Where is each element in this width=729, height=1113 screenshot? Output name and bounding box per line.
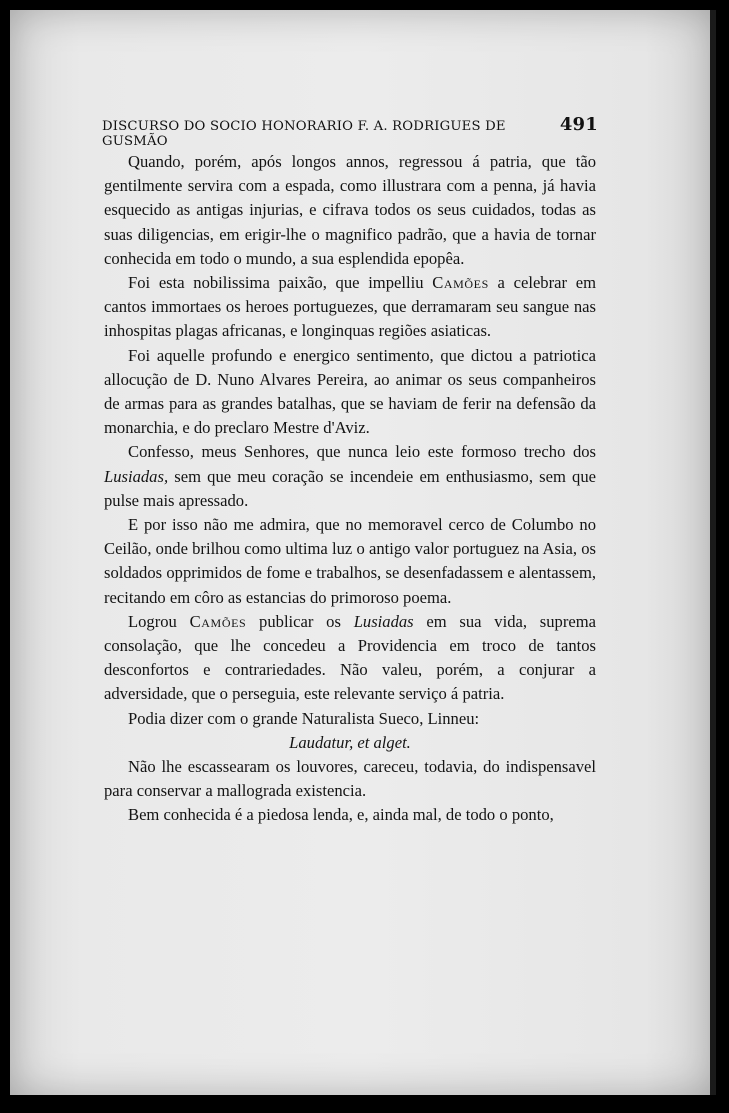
- body-text: [104, 150, 596, 828]
- page-edge-shadow: [710, 10, 716, 1095]
- title-lusiadas-2: Lusiadas: [353, 611, 414, 631]
- paragraph-3: Foi aquelle profundo e energico sentimento, que dictou a patriotica allocução de D. Nuno Alvares Pereira, ao animar os seus companheiros de armas para as grandes batalhas, que se haviam de ferir na defensão da monarchia, e do preclaro Mestre d'Aviz.: [104, 345, 596, 438]
- running-header: [102, 114, 598, 149]
- paragraph-6: [104, 610, 596, 707]
- text-run: Logrou: [128, 611, 190, 631]
- paragraph-5: E por isso não me admira, que no memoravel cerco de Columbo no Ceilão, onde brilhou como ultima luz o antigo valor portuguez na Asia, os soldados opprimidos de fome e trabalhos, se desenfadassem e alentassem, recitando em côro as estancias do primoroso poema.: [104, 515, 596, 607]
- text-run: Foi esta nobilissima paixão, que impelliu: [128, 273, 433, 293]
- title-lusiadas: Lusiadas,: [104, 466, 169, 486]
- text-run: publicar os: [246, 611, 354, 631]
- paragraph-1: Quando, porém, após longos annos, regressou á patria, que tão gentilmente servira com a espada, como illustrara com a penna, já havia esquecido as antigas injurias, e cifrava todos os seus cuidados, todas as suas diligencias, em erigir-lhe o magnifico padrão, que a havia de tornar conhecida em todo o mundo, a sua esplendida epopêa.: [104, 152, 596, 268]
- text-run: em sua vida, suprema consolação, que lhe concedeu a Providencia em troco de tantos desconfortos e contrariedades. Não valeu, porém, a conjurar a adversidade, que o perseguia, este relevante serviço á patria.: [104, 611, 596, 704]
- paragraph-8: Não lhe escassearam os louvores, careceu, todavia, do indispensavel para conservar a mallograda existencia.: [104, 757, 596, 801]
- paragraph-7: Podia dizer com o grande Naturalista Sueco, Linneu:: [128, 708, 480, 728]
- text-run: Confesso, meus Senhores, que nunca leio este formoso trecho dos: [128, 442, 596, 462]
- page-number: 491: [559, 114, 598, 135]
- paragraph-4: [104, 440, 596, 513]
- paragraph-9: Bem conhecida é a piedosa lenda, e, ainda mal, de todo o ponto,: [128, 805, 554, 825]
- name-camoes-2: Camões: [189, 611, 247, 631]
- running-title: DISCURSO DO SOCIO HONORARIO F. A. RODRIGUES DE GUSMÃO: [102, 119, 506, 149]
- epigraph: Laudatur, et alget.: [289, 732, 411, 752]
- book-page: [10, 10, 716, 1095]
- paragraph-2: [104, 271, 596, 344]
- text-run: sem que meu coração se incendeie em enthusiasmo, sem que pulse mais apressado.: [104, 466, 596, 510]
- name-camoes: Camões: [432, 273, 489, 293]
- text-run: a celebrar em cantos immortaes os heroes portuguezes, que derramaram seu sangue nas inhospitas plagas africanas, e longinquas regiões asiaticas.: [104, 273, 596, 341]
